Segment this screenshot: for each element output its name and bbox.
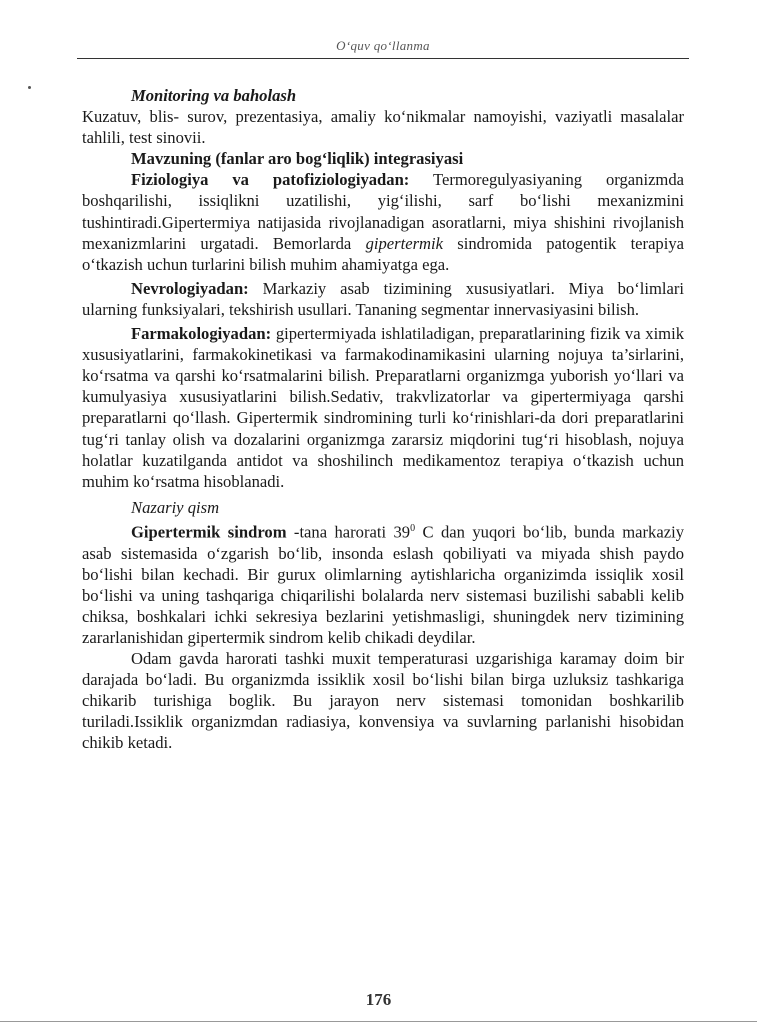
theory-text-1: -tana harorati 39 (286, 522, 411, 542)
integration-heading: Mavzuning (fanlar aro bog‘liqlik) integrasiyasi (131, 149, 464, 169)
theory-paragraph-1 (82, 518, 684, 648)
pharmacology-text: gipertermiyada ishlatiladigan, preparatlarining fizik va ximik xususiyatlarini, farmakokinetikasi va farmakodinamikasini ularning nojuya ta’sirlarini, ko‘rsatma va qarshi ko‘rsatmalarini bilish. Preparatlarni organizmga yuborish yo‘llari va kumulyasiya xususiyatlarini bilish.Sedativ, trakvlizatorlar va gipertermiyaga qarshi preparatlarni qo‘llash. Gipertermik sindromining turli ko‘rinishlari-da dori preparatlarini tug‘ri tanlay olish va dozalarini organizmga zararsiz miqdorini tug‘ri hisoblash, nojuya holatlar kuzatilganda antidot va shoshilinch medikamentoz terapiya o‘tkazish uchun muhim ko‘rsatma hisoblanadi. (82, 324, 684, 491)
theory-label: Gipertermik sindrom (131, 522, 287, 542)
bottom-rule (0, 1021, 757, 1022)
neurology-text: Markaziy asab tizimining xususiyatlari. Miya bo‘limlari ularning funksiyalari, tekshirish usullari. Tananing segmentar innervasiyasini bilish. (82, 278, 684, 319)
physiology-text-2: sindromida patogentik terapiya o‘tkazish uchun turlarini bilish muhim ahamiyatga ega. (82, 233, 685, 274)
pharmacology-paragraph (82, 323, 684, 492)
neurology-label: Nevrologiyadan: (131, 278, 249, 298)
physiology-label: Fiziologiya va patofiziologiyadan: (131, 170, 410, 190)
page-number: 176 (365, 990, 392, 1009)
monitoring-heading: Monitoring va baholash (131, 86, 297, 105)
page-body (82, 85, 684, 753)
header-rule (77, 58, 689, 59)
neurology-paragraph (82, 278, 684, 320)
physiology-paragraph (82, 169, 684, 274)
theory-text-2: C dan yuqori bo‘lib, bunda markaziy asab sistemasida o‘zgarish bo‘lib, insonda eslash qobiliyati va miyada shish paydo bo‘lishi bilan kechadi. Bir gurux olimlarning aytishlaricha organizimda issiqlik xosil bo‘lishi va uning tashqariga chiqarilishi bolalarda nerv sistemasi buzilishi sababli kelib chiksa, boshkalari ichki sekresiya bezlarini yetishmasligi, shuningdek nerv tizimining zararlanishidan gipertermik sindrom kelib chikadi deydilar. (82, 522, 684, 647)
scan-speck (28, 86, 31, 89)
physiology-term: gipertermik (365, 233, 443, 253)
pharmacology-label: Farmakologiyadan: (131, 324, 272, 344)
running-header: O‘quv qo‘llanma (336, 38, 430, 53)
theory-heading: Nazariy qism (131, 497, 220, 517)
theory-paragraph-2: Odam gavda harorati tashki muxit temperaturasi uzgarishiga karamay doim bir darajada bo‘ladi. Bu organizmda issiklik xosil bo‘lishi bilan birga uzluksiz tashkariga chikarib turishiga boglik. Bu jarayon nerv sistemasi tomonidan boshkarilib turiladi.Issiklik organizmdan radiasiya, konvensiya va suvlarning parlanishi hisobidan chikib ketadi. (82, 648, 684, 753)
physiology-text-1: Termoregulyasiyaning organizmda boshqarilishi, issiqlikni uzatilishi, yig‘ilishi, sarf bo‘lishi mexanizmini tushintiradi.Gipertermiya natijasida rivojlanadigan asoratlarni, miya shishini rivojlanish mexanizmlarini urgatadi. Bemorlarda (82, 170, 684, 253)
monitoring-text: Kuzatuv, blis- surov, prezentasiya, amaliy ko‘nikmalar namoyishi, vaziyatli masalalar tahlili, test sinovii. (82, 107, 684, 148)
degree-mark: 0 (410, 522, 416, 534)
